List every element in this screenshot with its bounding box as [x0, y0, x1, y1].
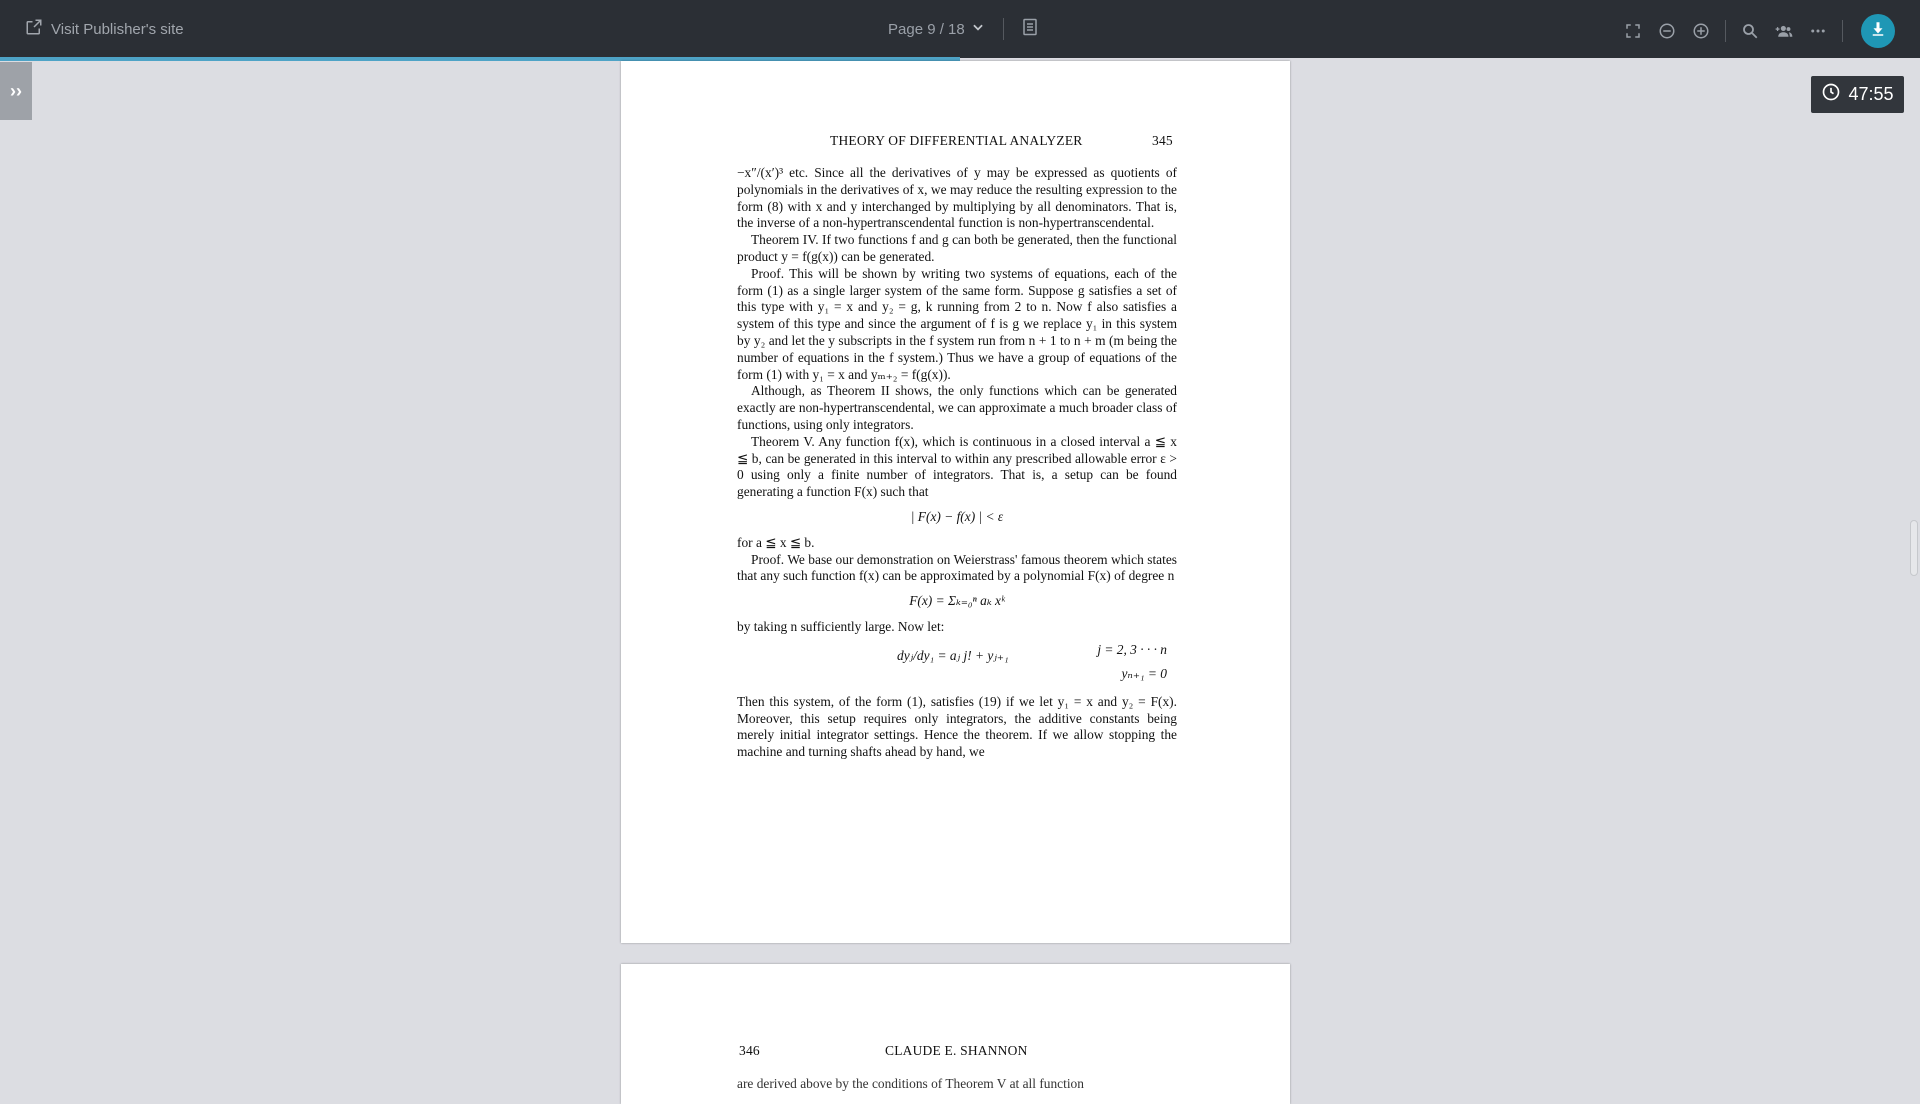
paragraph: Then this system, of the form (1), satisfies (19) if we let y₁ = x and y₂ = F(x). Moreover, this setup requires only integrators, the additive constants being merely initial integrator settings. Hence the theorem. If we allow stopping the machine and turning shafts ahead by hand, we — [737, 693, 1177, 760]
equation: | F(x) − f(x) | < ε — [910, 508, 1004, 524]
external-link-icon — [25, 18, 43, 40]
search-icon[interactable] — [1740, 21, 1760, 41]
toolbar-tools — [1623, 14, 1895, 48]
page-number: 345 — [1152, 133, 1173, 148]
toolbar-divider — [1725, 20, 1726, 42]
timer-value: 47:55 — [1848, 84, 1894, 104]
zoom-out-icon[interactable] — [1657, 21, 1677, 41]
session-timer — [1811, 76, 1904, 113]
download-button[interactable] — [1861, 14, 1895, 48]
paragraph: Theorem V. Any function f(x), which is continuous in a closed interval a ≦ x ≦ b, can be generated in this interval to within any prescribed allowable error ε > 0 using only a finite number of integrators. That is, a setup can be found generating a function F(x) such that — [737, 433, 1177, 500]
equation-system — [737, 642, 1177, 688]
equation: F(x) = Σₖ₌₀ⁿ aₖ xᵏ — [909, 593, 1005, 609]
running-head: THEORY OF DIFFERENTIAL ANALYZER — [830, 133, 1083, 148]
chevron-down-icon[interactable] — [971, 20, 985, 38]
paragraph: for a ≦ x ≦ b. — [737, 534, 815, 550]
page-body — [737, 165, 1177, 761]
document-page — [621, 964, 1290, 1104]
paragraph: Proof. This will be shown by writing two systems of equations, each of the form (1) as a single larger system of the same form. Suppose g satisfies a set of this type with y₁ = x and y₂ = g, k running from 2 to n. Now f also satisfies a system of this type and since the argument of f is g we replace y₁ in this system by y₂ and let the y subscripts in the f system run from n + 1 to n + m (m being the number of equations in the f system.) Thus we have a group of equations of the form (1) with y₁ = x and yₘ₊₂ = f(g(x)). — [737, 265, 1177, 382]
visit-publisher-label: Visit Publisher's site — [51, 20, 184, 38]
paragraph: −x″/(x′)³ etc. Since all the derivatives of y may be expressed as quotients of polynomials in the derivatives of x, we may reduce the resulting expression to the form (8) with x and y interchanged by multiplying by all denominators. That is, the inverse of a non-hypertranscendental function is non-hypertranscendental. — [737, 165, 1177, 231]
page-view-icon[interactable] — [1022, 18, 1038, 40]
equation-condition: j = 2, 3 · · · n — [1097, 641, 1167, 657]
paragraph: by taking n sufficiently large. Now let: — [737, 618, 945, 634]
paragraph: Proof. We base our demonstration on Weierstrass' famous theorem which states that any such function f(x) can be approximated by a polynomial F(x) of degree n — [737, 551, 1177, 584]
fullscreen-icon[interactable] — [1623, 21, 1643, 41]
equation-left: dyⱼ/dy₁ = aⱼ j! + yⱼ₊₁ — [897, 647, 1009, 663]
document-page — [621, 61, 1290, 943]
running-head: CLAUDE E. SHANNON — [885, 1043, 1028, 1058]
clock-icon — [1821, 82, 1841, 107]
paragraph: Theorem IV. If two functions f and g can both be generated, then the functional product y = f(g(x)) can be generated. — [737, 232, 1177, 264]
page-indicator[interactable]: Page 9 / 18 — [888, 20, 965, 38]
toolbar-divider — [1842, 20, 1843, 42]
sidebar-expand-button[interactable] — [0, 62, 32, 120]
download-icon — [1869, 20, 1887, 43]
scrollbar-thumb[interactable] — [1910, 520, 1918, 576]
zoom-in-icon[interactable] — [1691, 21, 1711, 41]
top-toolbar — [0, 0, 1920, 58]
more-icon[interactable] — [1808, 21, 1828, 41]
page-navigator — [888, 18, 1038, 40]
visit-publisher-link[interactable] — [25, 18, 184, 40]
page-number: 346 — [739, 1043, 760, 1058]
paragraph: Although, as Theorem II shows, the only functions which can be generated exactly are non-hypertranscendental, we can approximate a much broader class of functions, using only integrators. — [737, 383, 1177, 432]
paragraph: are derived above by the conditions of Theorem V at all function — [737, 1076, 1084, 1091]
toolbar-divider — [1003, 18, 1004, 40]
double-chevron-right-icon: ›› — [10, 80, 22, 101]
share-users-icon[interactable] — [1774, 21, 1794, 41]
equation-condition: yₙ₊₁ = 0 — [1121, 665, 1167, 681]
